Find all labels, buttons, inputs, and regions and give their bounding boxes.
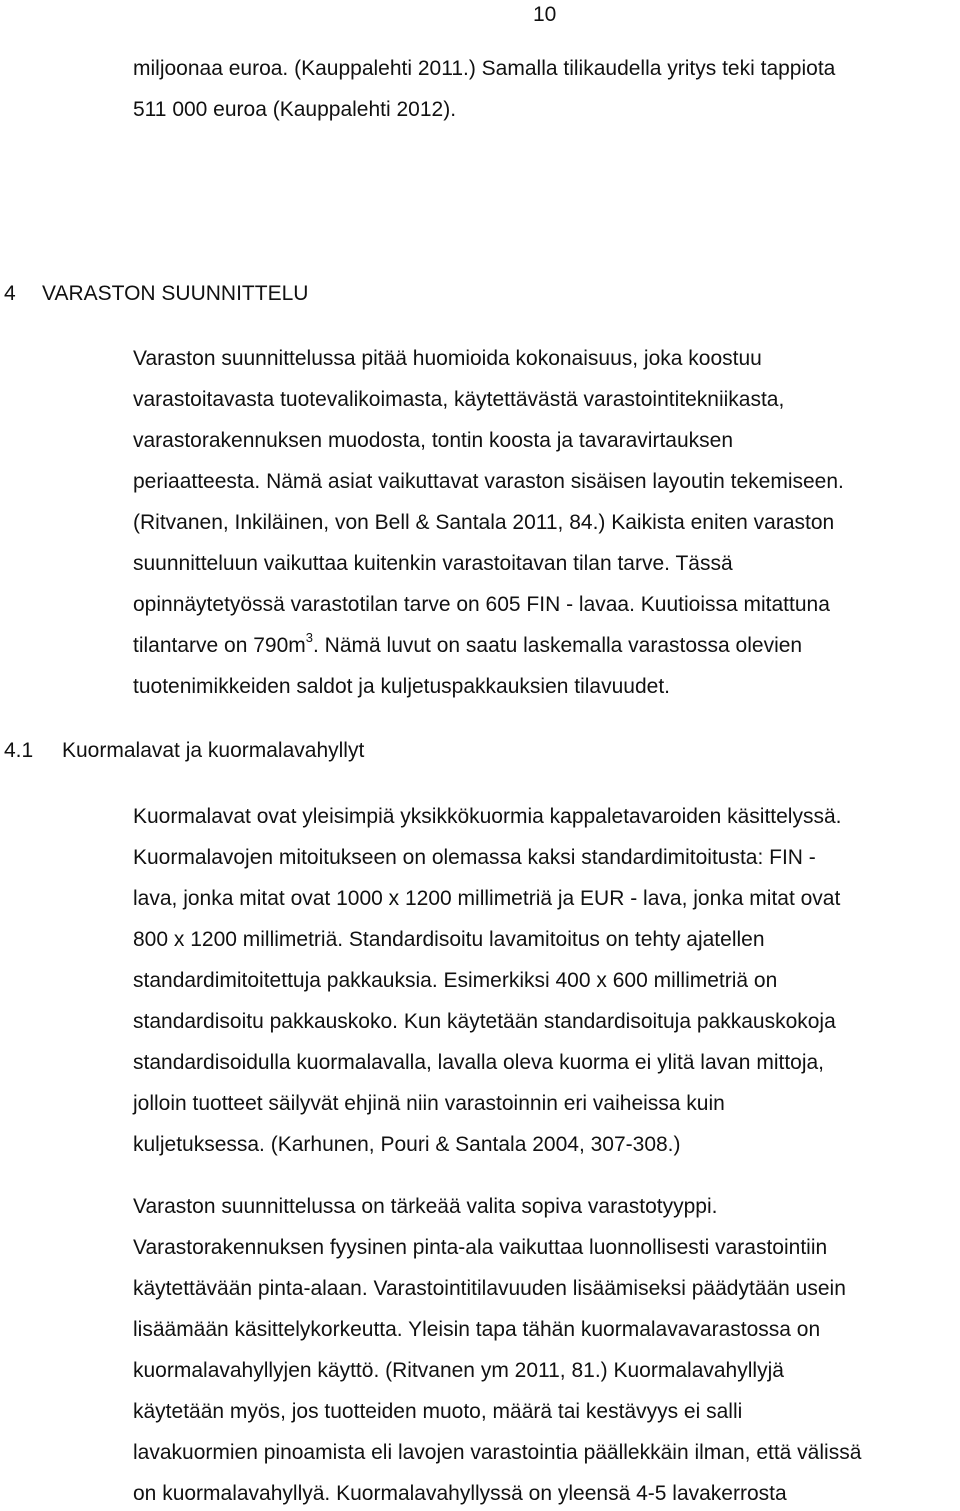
text-line: tuotenimikkeiden saldot ja kuljetuspakkauksien tilavuudet.	[133, 675, 670, 698]
text-line: lava, jonka mitat ovat 1000 x 1200 millimetriä ja EUR - lava, jonka mitat ovat	[133, 887, 841, 910]
text-line: Varaston suunnittelussa pitää huomioida kokonaisuus, joka koostuu	[133, 347, 762, 370]
text-fragment: tilantarve on 790m	[133, 634, 306, 657]
text-line-m3	[133, 630, 803, 659]
text-line: Kuormalavat ovat yleisimpiä yksikkökuormia kappaletavaroiden käsittelyssä.	[133, 805, 842, 828]
text-line: (Ritvanen, Inkiläinen, von Bell & Santala 2011, 84.) Kaikista eniten varaston	[133, 511, 835, 534]
text-line: jolloin tuotteet säilyvät ehjinä niin varastoinnin eri vaiheissa kuin	[133, 1092, 725, 1115]
text-line: kuljetuksessa. (Karhunen, Pouri & Santala 2004, 307-308.)	[133, 1133, 681, 1156]
text-line: opinnäytetyössä varastotilan tarve on 605 FIN - lavaa. Kuutioissa mitattuna	[133, 593, 830, 616]
superscript: 3	[305, 630, 314, 645]
text-line: standardisoitu pakkauskoko. Kun käytetään standardisoituja pakkauskokoja	[133, 1010, 836, 1033]
text-line: standardisoidulla kuormalavalla, lavalla oleva kuorma ei ylitä lavan mittoja,	[133, 1051, 825, 1074]
text-line: lisäämään käsittelykorkeutta. Yleisin tapa tähän kuormalavavarastossa on	[133, 1318, 821, 1341]
text-line: 800 x 1200 millimetriä. Standardisoitu lavamitoitus on tehty ajatellen	[133, 928, 765, 951]
text-line: standardimitoitettuja pakkauksia. Esimerkiksi 400 x 600 millimetriä on	[133, 969, 778, 992]
text-line: käytettävään pinta-alaan. Varastointitilavuuden lisäämiseksi päädytään usein	[133, 1277, 846, 1300]
section-number: 4	[4, 282, 16, 305]
page-number: 10	[533, 3, 557, 26]
text-line: Varaston suunnittelussa on tärkeää valita sopiva varastotyyppi.	[133, 1195, 718, 1218]
text-line: 511 000 euroa (Kauppalehti 2012).	[133, 98, 457, 121]
text-line: Varastorakennuksen fyysinen pinta-ala vaikuttaa luonnollisesti varastointiin	[133, 1236, 828, 1259]
text-line: käytetään myös, jos tuotteiden muoto, määrä tai kestävyys ei salli	[133, 1400, 743, 1423]
text-line: on kuormalavahyllyä. Kuormalavahyllyssä on yleensä 4-5 lavakerrosta	[133, 1482, 787, 1505]
text-line: miljoonaa euroa. (Kauppalehti 2011.) Samalla tilikaudella yritys teki tappiota	[133, 57, 836, 80]
subsection-title: Kuormalavat ja kuormalavahyllyt	[62, 739, 365, 762]
text-line: varastorakennuksen muodosta, tontin koosta ja tavaravirtauksen	[133, 429, 734, 452]
section-title: VARASTON SUUNNITTELU	[42, 282, 309, 305]
text-line: Kuormalavojen mitoitukseen on olemassa kaksi standardimitoitusta: FIN -	[133, 846, 816, 869]
text-line: kuormalavahyllyjen käyttö. (Ritvanen ym 2011, 81.) Kuormalavahyllyjä	[133, 1359, 784, 1382]
subsection-number: 4.1	[4, 739, 34, 762]
text-line: suunnitteluun vaikuttaa kuitenkin varastoitavan tilan tarve. Tässä	[133, 552, 733, 575]
text-line: varastoitavasta tuotevalikoimasta, käytettävästä varastointitekniikasta,	[133, 388, 785, 411]
text-line: periaatteesta. Nämä asiat vaikuttavat varaston sisäisen layoutin tekemiseen.	[133, 470, 844, 493]
text-line: lavakuormien pinoamista eli lavojen varastointia päällekkäin ilman, että välissä	[133, 1441, 862, 1464]
text-fragment: . Nämä luvut on saatu laskemalla varastossa olevien	[313, 634, 803, 657]
